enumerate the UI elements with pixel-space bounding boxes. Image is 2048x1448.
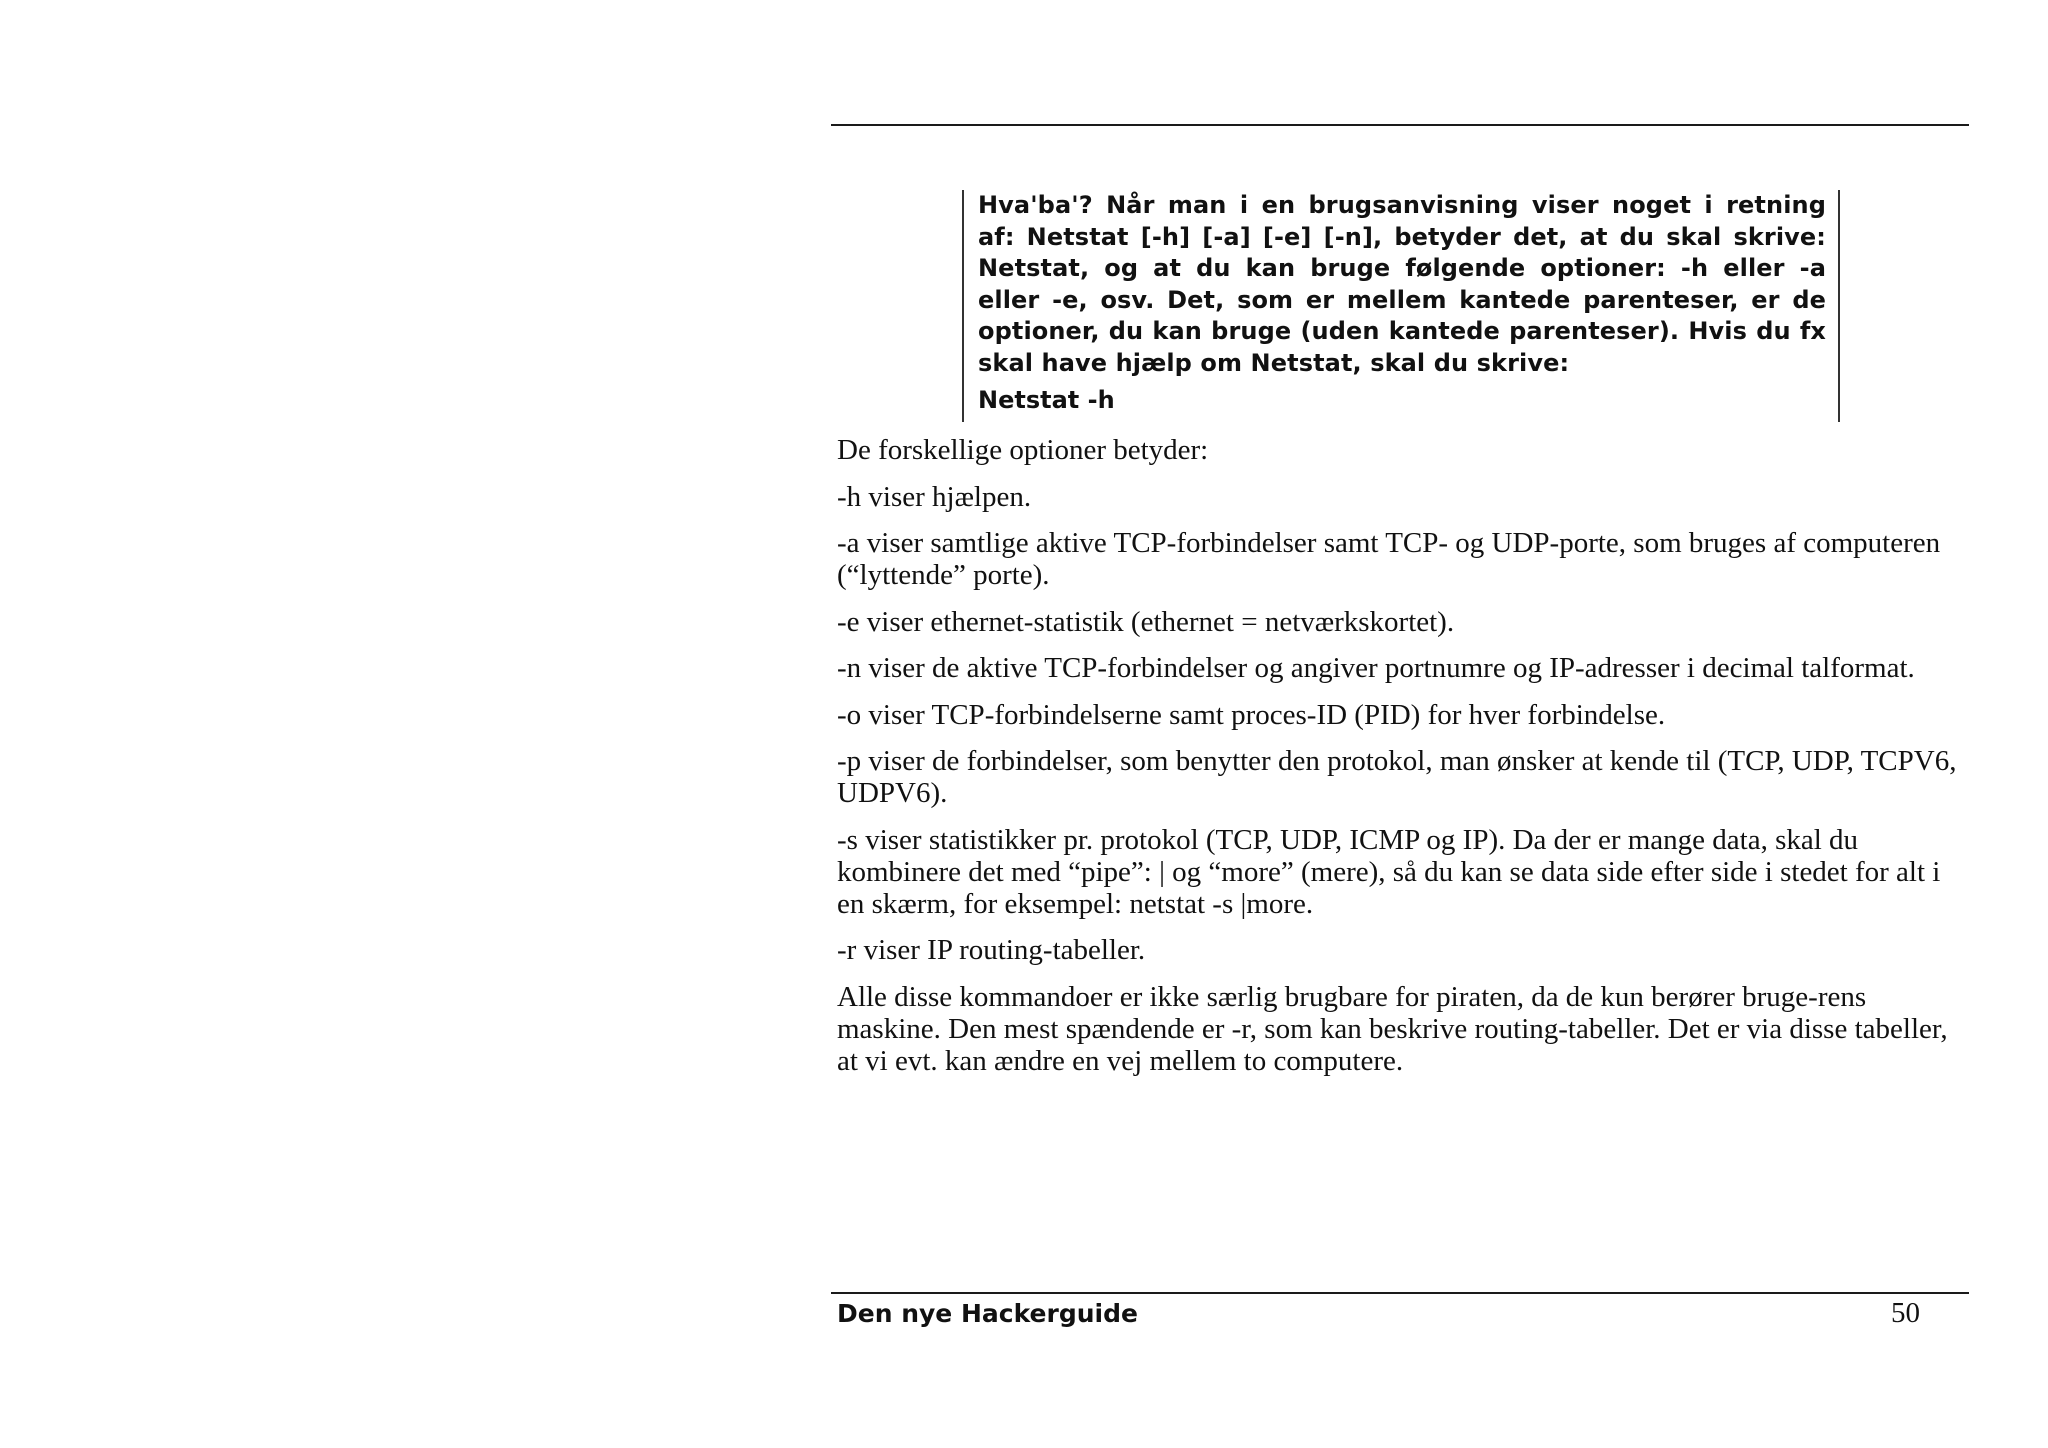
header-rule [831, 124, 1969, 126]
option-e: -e viser ethernet-statistik (ethernet = netværkskortet). [837, 605, 1455, 638]
tip-command: Netstat -h [978, 386, 1115, 414]
tip-box [962, 190, 1840, 422]
footer-page-number: 50 [1891, 1297, 1920, 1329]
closing-paragraph: Alle disse kommandoer er ikke særlig brugbare for piraten, da de kun berører bruge-rens maskine. Den mest spændende er -r, som kan beskrive routing-tabeller. Det er via disse tabeller, at vi evt. kan ændre en vej mellem to computere. [837, 980, 1948, 1077]
option-n: -n viser de aktive TCP-forbindelser og angiver portnumre og IP-adresser i decimal talformat. [837, 652, 1915, 684]
option-a: -a viser samtlige aktive TCP-forbindelser samt TCP- og UDP-porte, som bruges af computeren (“lyttende” porte). [837, 527, 1941, 591]
footer-rule [831, 1292, 1969, 1294]
option-o: -o viser TCP-forbindelserne samt proces-ID (PID) for hver forbindelse. [837, 698, 1666, 731]
options-intro: De forskellige optioner betyder: [837, 434, 1209, 466]
footer-book-title: Den nye Hackerguide [837, 1299, 1138, 1328]
option-r: -r viser IP routing-tabeller. [837, 934, 1146, 966]
option-h: -h viser hjælpen. [837, 480, 1032, 513]
option-s: -s viser statistikker pr. protokol (TCP, UDP, ICMP og IP). Da der er mange data, skal du kombinere det med “pipe”: | og “more” (mere), så du kan se data side efter side i stedet for alt i en skærm, for eksempel: netstat -s |more. [837, 823, 1941, 920]
option-p: -p viser de forbindelser, som benytter den protokol, man ønsker at kende til (TCP, UDP, TCPV6, UDPV6). [837, 745, 1957, 809]
tip-paragraph: Hva'ba'? Når man i en brugsanvisning viser noget i retning af: Netstat [-h] [-a] [-e] [-n], betyder det, at du skal skrive: Netstat, og at du kan bruge følgende optioner: -h eller -a eller -e, osv. Det, som er mellem kantede parenteser, er de optioner, du kan bruge (uden kantede parenteser). Hvis du fx skal have hjælp om Netstat, skal du skrive: [978, 191, 1826, 377]
main-text [837, 434, 1973, 1091]
